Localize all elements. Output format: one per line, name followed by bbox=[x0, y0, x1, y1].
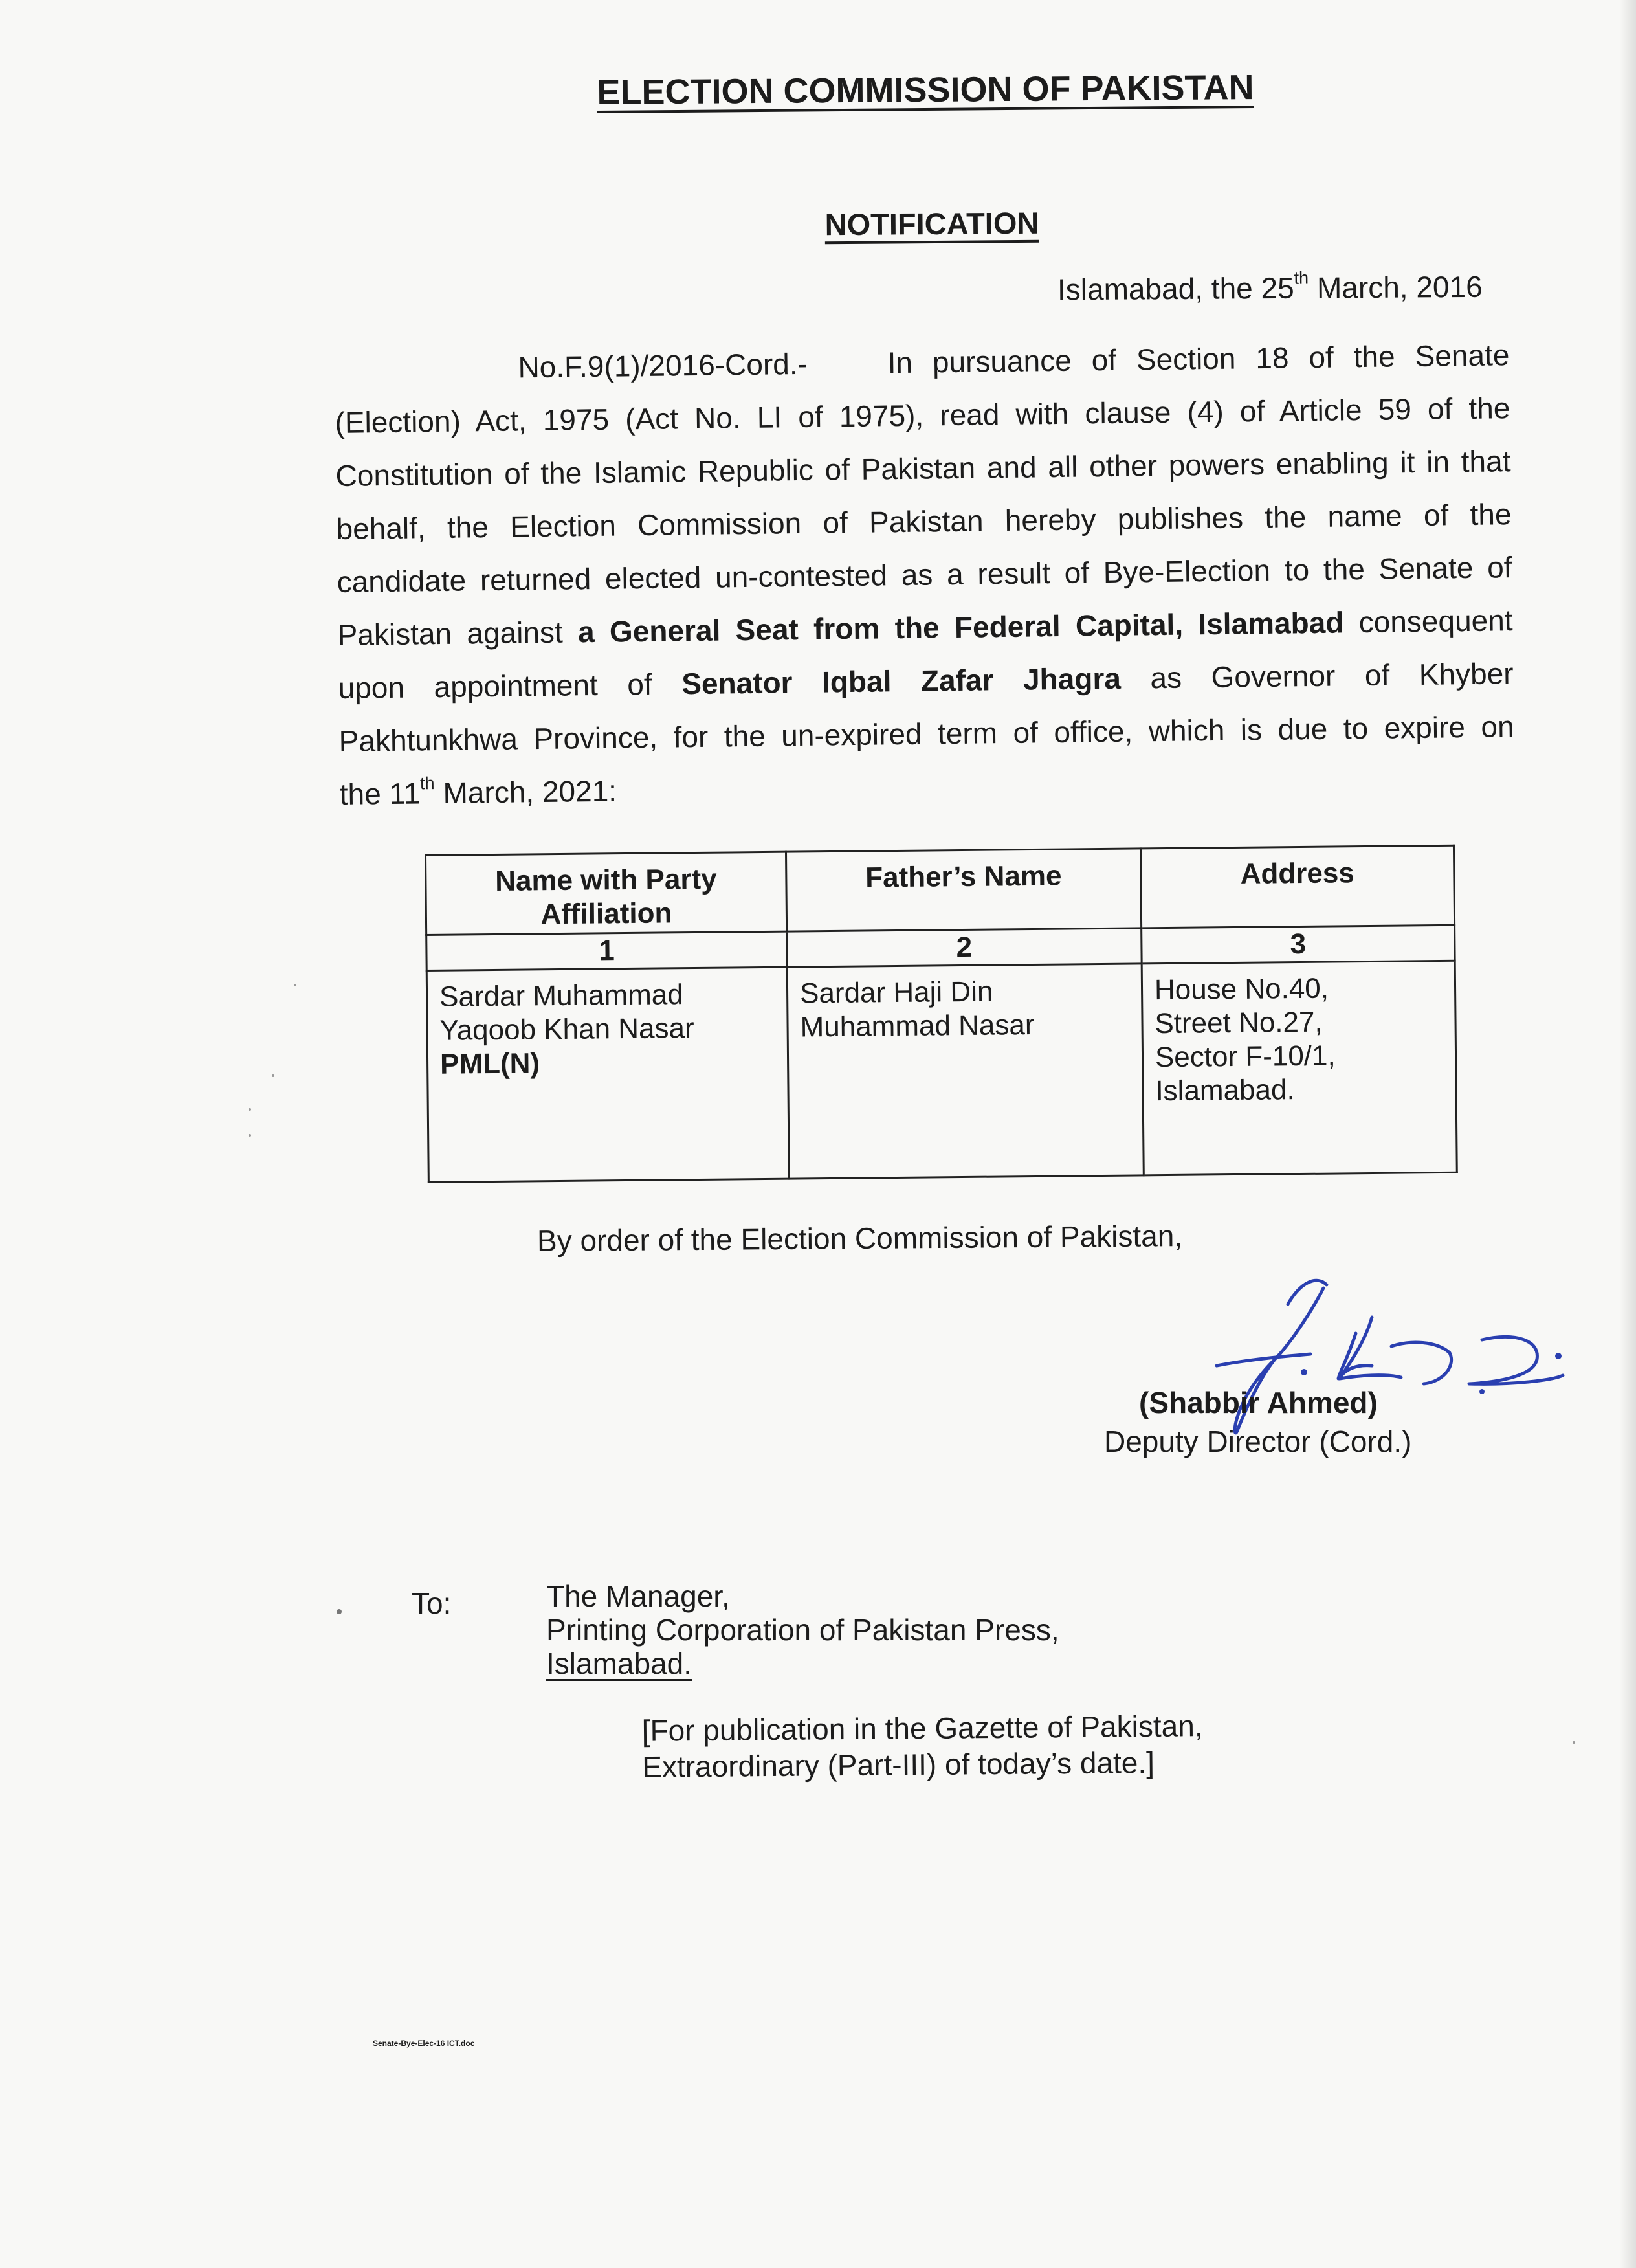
address-line: Street No.27, bbox=[1155, 1006, 1323, 1040]
signatory-name: (Shabbir Ahmed) bbox=[1139, 1386, 1378, 1419]
address-line: Islamabad. bbox=[1155, 1074, 1295, 1107]
column-number: 1 bbox=[426, 931, 788, 970]
address-line: Sector F-10/1, bbox=[1155, 1040, 1336, 1074]
body-line-3: Constitution of the Islamic Republic of Pakistan and all other powers enabling it in that bbox=[335, 444, 1511, 493]
body-line-4: behalf, the Election Commission of Pakistan hereby publishes the name of the bbox=[336, 497, 1512, 546]
publication-note-line: Extraordinary (Part-III) of today’s date.] bbox=[642, 1745, 1155, 1784]
margin-mark bbox=[337, 1609, 342, 1614]
body-line-6: Pakistan against a General Seat from the Federal Capital, Islamabad consequent bbox=[337, 603, 1513, 652]
scan-speck bbox=[249, 1134, 251, 1137]
body-line-5: candidate returned elected un-contested as a result of Bye-Election to the Senate of bbox=[337, 550, 1512, 599]
body-line-2: (Election) Act, 1975 (Act No. LI of 1975), read with clause (4) of Article 59 of the bbox=[335, 391, 1510, 439]
signatory-designation: Deputy Director (Cord.) bbox=[1104, 1425, 1412, 1458]
recipient-line: The Manager, bbox=[546, 1579, 730, 1613]
document-heading: ELECTION COMMISSION OF PAKISTAN bbox=[597, 68, 1254, 112]
column-number: 3 bbox=[1142, 925, 1455, 964]
recipient-address bbox=[546, 1579, 1059, 1680]
candidate-table bbox=[425, 845, 1458, 1183]
body-line-8: Pakhtunkhwa Province, for the un-expired term of office, which is due to expire on bbox=[338, 709, 1514, 758]
table-row bbox=[426, 961, 1457, 1182]
party-affiliation: PML(N) bbox=[439, 1047, 540, 1080]
scan-speck bbox=[272, 1074, 274, 1077]
column-number: 2 bbox=[787, 928, 1142, 967]
father-name-cell bbox=[787, 964, 1144, 1179]
publication-note bbox=[642, 1707, 1204, 1785]
dateline: Islamabad, the 25th March, 2016 bbox=[1057, 268, 1483, 307]
table-header-row bbox=[426, 845, 1455, 935]
candidate-cell bbox=[426, 967, 789, 1182]
address-line: House No.40, bbox=[1154, 972, 1329, 1006]
to-label: To: bbox=[412, 1586, 452, 1620]
publication-note-line: [For publication in the Gazette of Pakistan, bbox=[641, 1709, 1203, 1748]
address-cell bbox=[1142, 961, 1457, 1175]
scan-speck bbox=[1573, 1741, 1575, 1744]
body-line-9: the 11th March, 2021: bbox=[339, 773, 617, 811]
header-address: Address bbox=[1140, 845, 1454, 928]
body-line-7: upon appointment of Senator Iqbal Zafar Jhagra as Governor of Khyber bbox=[338, 656, 1514, 705]
order-line: By order of the Election Commission of Pakistan, bbox=[536, 1219, 1183, 1258]
notification-body bbox=[334, 328, 1515, 821]
father-name-line: Muhammad Nasar bbox=[800, 1008, 1035, 1043]
seat-description: a General Seat from the Federal Capital, Islamabad bbox=[577, 605, 1344, 649]
header-name-affiliation: Name with Party Affiliation bbox=[426, 852, 787, 935]
scan-speck bbox=[249, 1108, 251, 1111]
recipient-line: Printing Corporation of Pakistan Press, bbox=[546, 1613, 1059, 1647]
father-name-line: Sardar Haji Din bbox=[799, 975, 993, 1010]
candidate-table-wrapper bbox=[425, 845, 1458, 1183]
footer-filename: Senate-Bye-Elec-16 ICT.doc bbox=[373, 2039, 475, 2048]
recipient-line: Islamabad. bbox=[546, 1647, 692, 1680]
candidate-name-line: Yaqoob Khan Nasar bbox=[439, 1012, 694, 1047]
header-fathers-name: Father’s Name bbox=[786, 849, 1142, 931]
candidate-name-line: Sardar Muhammad bbox=[439, 979, 683, 1013]
scan-edge-shadow bbox=[1619, 0, 1636, 2268]
reference-number: No.F.9(1)/2016-Cord.- bbox=[518, 346, 808, 384]
senator-name: Senator Iqbal Zafar Jhagra bbox=[681, 661, 1122, 701]
scan-speck bbox=[294, 984, 296, 986]
notification-title: NOTIFICATION bbox=[824, 205, 1039, 242]
body-line-1: No.F.9(1)/2016-Cord.- In pursuance of Section 18 of the Senate bbox=[518, 338, 1510, 384]
